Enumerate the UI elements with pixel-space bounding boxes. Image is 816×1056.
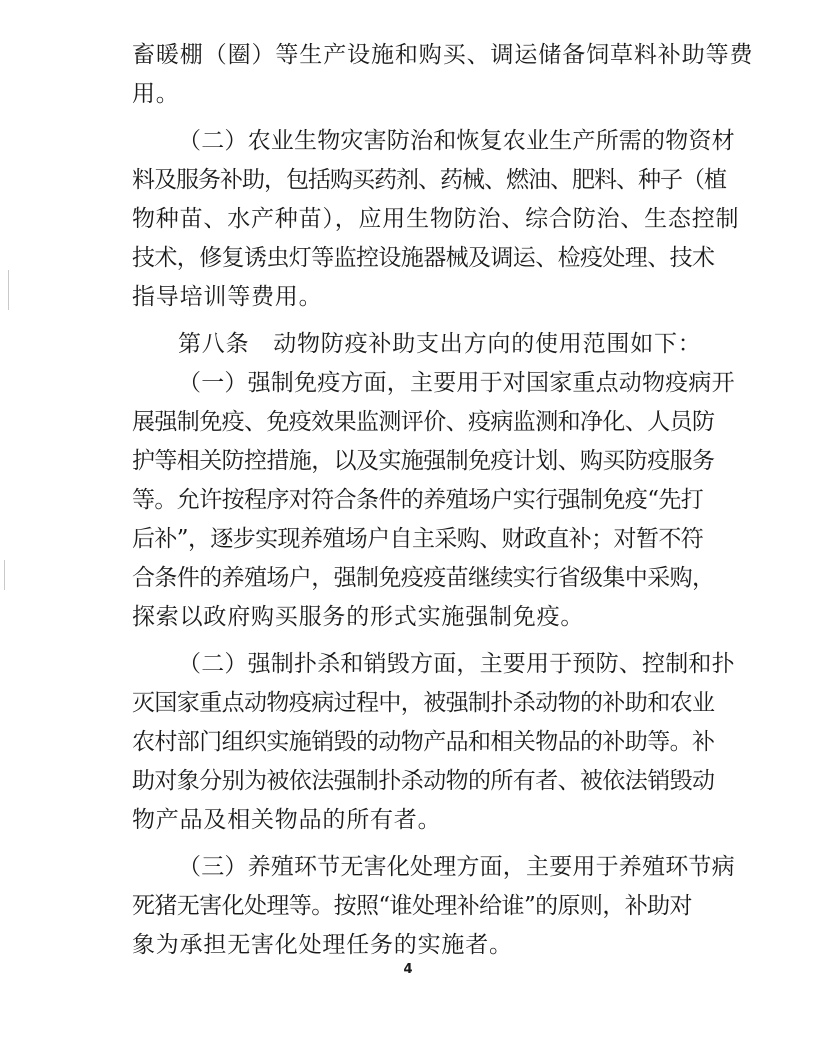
text-line: 物种苗、水产种苗），应用生物防治、综合防治、生态控制: [132, 206, 740, 232]
article-heading: 第八条 动物防疫补助支出方向的使用范围如下：: [178, 331, 702, 357]
scan-edge-mark: [8, 270, 9, 310]
text-line: 护等相关防控措施，以及实施强制免疫计划、购买防疫服务: [132, 448, 715, 474]
text-line: 等。允许按程序对符合条件的养殖场户实行强制免疫“先打: [132, 487, 704, 513]
page-number: 4: [403, 962, 413, 977]
text-line: 合条件的养殖场户，强制免疫疫苗继续实行省级集中采购，: [132, 565, 715, 591]
text-line: 技术，修复诱虫灯等监控设施器械及调运、检疫处理、技术: [132, 245, 715, 271]
text-line: （一）强制免疫方面，主要用于对国家重点动物疫病开: [178, 370, 735, 396]
text-line: 物产品及相关物品的所有者。: [132, 807, 442, 833]
text-line: 象为承担无害化处理任务的实施者。: [132, 932, 513, 958]
text-line: 后补”，逐步实现养殖场户自主采购、财政直补；对暂不符: [132, 526, 704, 552]
text-line: （三）养殖环节无害化处理方面，主要用于养殖环节病: [178, 854, 735, 880]
text-line: 灭国家重点动物疫病过程中，被强制扑杀动物的补助和农业: [132, 690, 715, 716]
text-line: 助对象分别为被依法强制扑杀动物的所有者、被依法销毁动: [132, 768, 715, 794]
text-line: （二）强制扑杀和销毁方面，主要用于预防、控制和扑: [178, 651, 735, 677]
text-line: （二）农业生物灾害防治和恢复农业生产所需的物资材: [178, 128, 735, 154]
text-line: 农村部门组织实施销毁的动物产品和相关物品的补助等。补: [132, 729, 715, 755]
text-line: 用。: [132, 81, 180, 107]
text-line: 指导培训等费用。: [132, 284, 323, 310]
text-line: 料及服务补助，包括购买药剂、药械、燃油、肥料、种子（植: [132, 167, 726, 193]
scan-edge-mark: [4, 560, 5, 590]
text-line: 展强制免疫、免疫效果监测评价、疫病监测和净化、人员防: [132, 409, 715, 435]
text-line: 畜暖棚（圈）等生产设施和购买、调运储备饲草料补助等费: [132, 42, 754, 68]
text-line: 探索以政府购买服务的形式实施强制免疫。: [132, 604, 585, 630]
body-text: [132, 36, 754, 965]
text-line: 死猪无害化处理等。按照“谁处理补给谁”的原则，补助对: [132, 893, 692, 919]
